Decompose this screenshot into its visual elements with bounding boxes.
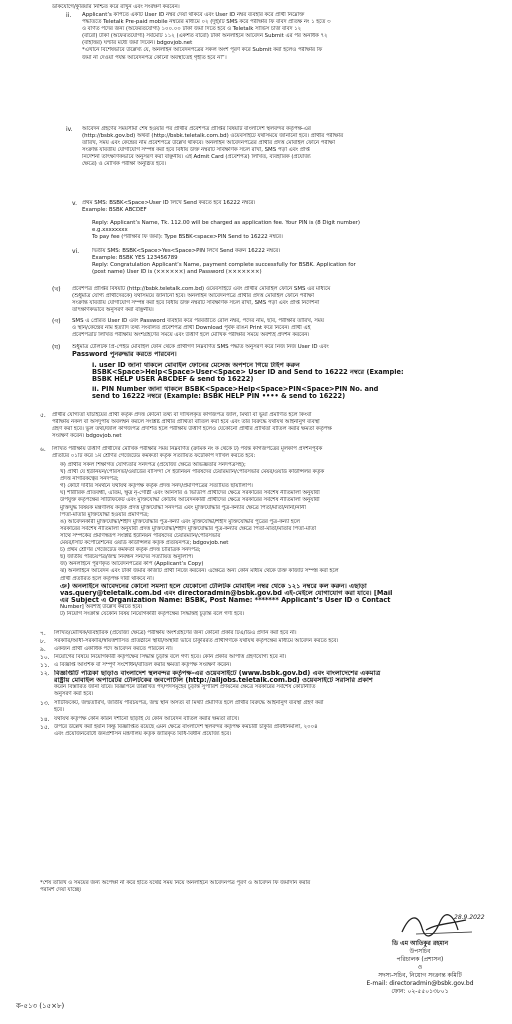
para-gha-line: শুধুমাত্র টেলিটক প্রি-পেইড মোবাইল ফোন থেকে প্রার্থীগণ নিম্নবর্ণিত SMS পদ্ধতি অনুসরণ করে নিজ নিজ User ID এবং [72, 344, 329, 350]
signature-scribble [396, 910, 496, 940]
para-6-line: লিখিত পরীক্ষায় উত্তীর্ণ প্রার্থীদের মৌখিক পরীক্ষার সময় নিম্নবর্ণিত (ক্রমিক নং ক থেকে ট) পর্যন্ত কাগজপত্রের মূলকপি প্রদর্শনপূর্বক [52, 446, 323, 452]
item-ii-line: জমা না দেওয়া পর্যন্ত আবেদনপত্র কোনো অবস্থাতেই গৃহীত হবে না”। [82, 54, 227, 61]
para-6-sub: পিতা-মাতার মুক্তিযোদ্ধা হওয়ার প্রমাণপত্র; [60, 511, 149, 518]
para-6-sub: খ) প্রার্থী যে ইউনিয়ন/পৌরসভা/ওয়ার্ডের বাসিন্দা সে ইউনিয়ন পরিষদের চেয়ারম্যান/পৌরসভার মেয়র/ওয়ার্ড কাউন্সিলর কর্তৃক [60, 469, 325, 476]
sub-i-line: BSBK HELP USER ABCDEF & send to 16222) [92, 376, 254, 384]
para-6-sub: ঞ) অনলাইনে আবেদনের কোনো সমস্যা হলে যেকোনো টেলিটক মোবাইল নম্বর থেকে ১২১ নম্বরে কল করুন। এছাড়া [60, 582, 367, 590]
list-item [40, 654, 486, 662]
para-5-marker: ৫. [40, 412, 46, 419]
list-item [40, 646, 486, 654]
item-line: একজন প্রার্থী একাধিক পদে আবেদন করতে পারবেন না। [54, 646, 173, 652]
para-6-sub: Number] অবশ্যই উল্লেখ করতে হবে। [60, 603, 143, 610]
para-6-sub: vas.query@teletalk.com.bd এবং directoradmin@bsbk.gov.bd এই-মেইলে যোগাযোগ করা যাবে। [Mail [60, 589, 393, 597]
para-6-sub: ঝ) অনলাইনে আবেদন এবং টাকা জমার কাজটি প্রার্থী নিজে করবেন। এক্ষেত্রে অন্য কোন মাধ্যম থেকে উক্ত কাজটি সম্পন্ন করা হলে [60, 568, 339, 575]
item-iv-line: ক্ষেত্রে) ও মৌখিক পরীক্ষা অনুষ্ঠিত হবে। [82, 161, 166, 168]
item-iv-line: (http://bsbk.gov.bd) অথবা (http://bsbk.teletalk.com.bd) ওয়েবসাইটে যথাসময়ে জানানো হবে। প্রার্থীর পরীক্ষার [82, 133, 344, 140]
para-kha-line: সংক্রান্ত যাবতীয় যোগাযোগ সম্পন্ন করা হবে বিধায় উক্ত নম্বরটি সার্বক্ষণিক সচল রাখা, SMS পড়া এবং প্রাপ্ত নির্দেশনা [72, 300, 320, 307]
item-line: সরকারি/আধা-সরকারি/স্বায়ত্তশাসিত প্রতিষ্ঠানে স্থায়ী/অস্থায়ী ভাবে চাকুরিরত প্রার্থীগণকে যথাযথ কর্তৃপক্ষের মাধ্যমে আবেদন করতে হবে। [54, 638, 339, 644]
signatory-name: ডি এম আতিকুর রহমান [391, 940, 449, 947]
closing-note-line: *শেষ তারিখ ও সময়ের জন্য অপেক্ষা না করে হাতে যথেষ্ট সময় নিয়ে অনলাইনে আবেদনপত্র পূরণ ও আবেদন ফি জমাদান করার [40, 880, 311, 886]
para-kha-text [72, 286, 486, 314]
sub-ii-line: send to 16222 নম্বরে (Example: BSBK HELP PIN •••• & send to 16222) [92, 393, 346, 401]
list-item [40, 700, 486, 716]
item-line: এবং প্রয়োজনবোধে জনপ্রশাসন মন্ত্রণালয় কর্তৃক জারিকৃত বিধি-বিধান প্রযোজ্য হবে। [54, 731, 232, 738]
item-v-reply-line: Reply: Applicant’s Name, Tk. 112.00 will be charged as application fee. Your PIN is (8 Digit number) [92, 220, 360, 226]
para-gha-line: Password পুনরুদ্ধার করতে পারবেন। [72, 351, 177, 359]
para-gha-sub-ii [92, 386, 486, 400]
para-5-line: পরীক্ষায় নকল বা অসদুপায় অবলম্বন করলে সংশ্লিষ্ট প্রার্থীর প্রার্থিতা বাতিল করা হবে এবং তার বিরুদ্ধে যথাযথ আইনানুগ ব্যবস্থা [52, 419, 320, 426]
item-line: যথাযথ কর্তৃপক্ষ কোন কারন দর্শানো ছাড়াই যে কোন আবেদন বাতিল করার ক্ষমতা রাখে। [54, 716, 240, 722]
para-gha-marker: (ঘ) [52, 344, 61, 351]
item-ii-marker: ii. [66, 12, 72, 19]
para-6-sub: ট) নিয়োগ সংক্রান্ত যেকোন বিষয় নিয়োগকারী কর্তৃপক্ষের সিদ্ধান্তই চূড়ান্ত বলে গণ্য হবে। [60, 610, 245, 617]
signatory-email: E-mail: directoradmin@bsbk.gov.bd [366, 980, 474, 987]
para-6-sub: এর Subject এ Organization Name: BSBK, Post Name: ******* Applicant’s User ID ও Contact [60, 596, 391, 604]
closing-note-line: পরামর্শ দেয়া যাচ্ছে। [40, 887, 82, 894]
item-ii-line: পদ্ধতিতে Teletalk Pre-paid mobile নম্বরের মাধ্যমে ০২ (দুই)টি SMS করে পরীক্ষার ফি বাবদ প্রতিক্ষ নং ১ হতে ৩ [82, 19, 331, 26]
item-line: লিখিত/মৌখিক/ব্যবহারিক (প্রযোজ্য ক্ষেত্রে) পরীক্ষায় অংশগ্রহণের জন্য কোনো প্রকার টিএ/ডিএ প্রদান করা হবে না। [54, 630, 297, 636]
closing-note [40, 880, 486, 894]
item-line: উপরে উল্লেখ করা হয়নি কিন্তু বিজ্ঞাপ্তিত রয়েছে এমন ক্ষেত্রে বাংলাদেশ স্থলবন্দর কর্তৃপক্ষ কর্মচারী চাকুরি প্রবিধানমালা, ২০০৪ [54, 724, 318, 730]
item-iv-line: আবেদন গ্রহণের সময়সীমা শেষ হওয়ার পর প্রার্থীর প্রবেশপত্র প্রাপ্তির বিষয়টি বাংলাদেশ স্থলবন্দর কর্তৃপক্ষ-এর [82, 126, 311, 132]
sub-i-line: i. user ID জানা থাকলে মোবাইল ফোনের মেসেজ অপশনে গিয়ে টাইপ করুন [92, 362, 300, 369]
para-kha-line: প্রবেশপত্র প্রাপ্তির বিষয়টি (http://bsbk.teletalk.com.bd) ওয়েবসাইটে এবং প্রার্থীর মোবাইল ফোনে SMS এর মাধ্যমে [72, 286, 331, 292]
para-ga-line: SMS এ প্রেরিত User ID এবং Password ব্যবহার করে পরবর্তীতে রোল নম্বর, পদের নাম, ছবি, পরীক্ষার তারিখ, সময় [72, 318, 324, 324]
item-line: এ বিজ্ঞপ্তি আংশিক বা সম্পূর্ণ সংশোধন/বাতিল করার ক্ষমতা কর্তৃপক্ষ সংরক্ষণ করেন। [54, 662, 232, 668]
item-v-reply-line: e.g.xxxxxxxx [92, 227, 128, 234]
item-vi-marker: vi. [72, 248, 80, 255]
item-line: সার্টিফিকেট, জন্মতারিখ, জাতীয় পরিচয়পত্র, জন্ম স্থান অসত্য বা মিথ্যা প্রমাণিত হলে প্রার্থীর বিরুদ্ধে আইনানুগ ব্যবস্থা গ্রহণ করা [54, 700, 324, 706]
item-number: ৯. [40, 646, 46, 653]
item-vi-reply-line: (post name) User ID is (××××××) and Password (×××××××) [92, 269, 262, 276]
para-gha-sub-i [92, 362, 486, 383]
para-kha-line: (শুধুমাত্র যোগ্য প্রার্থীদেরকে) যথাসময়ে জানানো হবে। অনলাইন আবেদনপত্রে প্রার্থীর প্রদত্ত মোবাইল ফোনে পরীক্ষা [72, 293, 314, 300]
signatory-designation: উপসচিব [409, 948, 431, 955]
para-6-sub: প্রার্থী প্রতারিত হলে কর্তৃপক্ষ দায়ী থাকবে না। [60, 575, 154, 582]
para-6-subitems [60, 462, 486, 618]
item-number: ১২. [40, 670, 50, 677]
list-item [40, 670, 486, 700]
list-item [40, 662, 486, 670]
footer-code: ক-৫১৩ (১৫×৮) [16, 1002, 65, 1010]
signatory-conjunction: ও [417, 964, 423, 971]
top-fragment [52, 4, 484, 11]
item-v-text [82, 200, 486, 214]
signatory-designation: সদস্য-সচিব, নিয়োগ সংক্রান্ত কমিটি [378, 972, 462, 979]
item-ii-line: (বাহাত্তর) ঘণ্টার মধ্যে জমা দিবেন। bdgovjob.net [82, 40, 193, 47]
top-fragment-text: ডাকযোগে/কুরিয়ার নিশ্চিত করে রাখুন এবং সংরক্ষণ করবেন। [52, 4, 180, 10]
para-6-sub: প্রদত্ত নাগরিকত্বের সনদপত্র; [60, 476, 119, 483]
item-number: ১৪. [40, 716, 50, 723]
para-6-sub: ঘ) শারীরিক প্রতিবন্ধী, এতিম, ক্ষুদ্র নৃ-গোষ্ঠী এবং আনসার ও ভিডিপি প্রার্থীদের ক্ষেত্রে সরকারের সর্বশেষ নীতিমালা অনুযায়ী [60, 490, 320, 497]
item-line: অনুসরণ করা হবে। [54, 691, 94, 698]
item-v-pay: To pay fee (পরীক্ষার ফি জমা): Type BSBK<space>PIN Send to 16222 নম্বরে। [92, 234, 283, 241]
item-ii-line: (বারো) টাকা (অফেরতযোগ্য) সর্বমোট ১১২ (একশত বারো) টাকা অনলাইনে আবেদন Submit এর পর অনধিক ৭২ [82, 33, 328, 40]
item-number: ১৫. [40, 724, 50, 731]
item-iv-line: তারিখ, সময় এবং কেন্দ্রের নাম প্রবেশপত্রে উল্লেখ থাকবে। অনলাইন আবেদনপত্রের প্রার্থীর প্রদত্ত মোবাইল ফোনে পরীক্ষা [82, 140, 335, 147]
item-ii-line: *এখানে বিশেষভাবে উল্লেখ্য যে, অনলাইন আবেদনপত্রের সকল অংশ পূরণ করে Submit করা হলেও পরীক্ষার ফি [82, 47, 323, 54]
list-item [40, 630, 486, 638]
item-ii-text [82, 12, 486, 62]
para-5-text [52, 412, 486, 440]
para-6-sub: চ) প্রথম শ্রেণির গেজেটেড কর্মকর্তা কর্তৃক প্রদত্ত চারিত্রিক সনদপত্র; [60, 547, 201, 554]
para-6-sub: মুক্তিযুদ্ধ বিষয়ক মন্ত্রণালয় কর্তৃক প্রদত্ত মুক্তিযোদ্ধা সনদপত্র এবং মুক্তিযোদ্ধার পুত্র-কন্যার ক্ষেত্রে পিতা/মাতা/নানা/নানী [60, 504, 306, 511]
item-number: ১১. [40, 662, 50, 669]
item-v-reply [92, 220, 486, 241]
item-number: ১৩. [40, 700, 50, 707]
item-vi-example: Example: BSBK YES 123456789 [92, 255, 178, 262]
item-line: নিয়োগের বিষয়ে নিয়োগকারী কর্তৃপক্ষের সিদ্ধান্ত চূড়ান্ত বলে গণ্য হবে। কোন প্রকার আপত্তি গ্রহণযোগ্য হবে না। [54, 654, 287, 660]
sub-ii-line: ii. PIN Number জানা থাকলে BSBK<Space>Help<Space>PIN<Space>PIN No. and [92, 386, 379, 393]
signature-date: 28.9.2022 [454, 914, 485, 921]
para-6-sub: মেয়র/সিটি কর্পোরেশনের ওয়ার্ড কাউন্সিলর কর্তৃক প্রত্যয়নপত্র; bdgovjob.net [60, 540, 229, 547]
item-iv-marker: iv. [66, 126, 73, 133]
item-ii-line: ও বর্ণিত পদের জন্য (অফেরতযোগ্য) ১০০.০০ টাকা জমা দিতে হবে ও Teletalk সার্ভিস চার্জ বাবদ ১২ [82, 26, 302, 33]
item-iv-line: সংক্রান্ত যাবতীয় যোগাযোগ সম্পন্ন করা হবে বিধায় উক্ত নম্বরটি সার্বক্ষণিক সচল রাখা, SMS পড়া এবং প্রাপ্ত [82, 147, 310, 154]
para-6-sub: সরকারের সর্বশেষ নীতিমালা অনুযায়ী প্রদত্ত মুক্তিযোদ্ধা/শহীদ মুক্তিযোদ্ধার পুত্র-কন্যার ক্ষেত্রে পিতা-মাতা/মাতার পিতা-মাতা [60, 525, 316, 532]
list-item [40, 724, 486, 740]
item-number: ৮. [40, 638, 46, 645]
item-vi-text [92, 248, 486, 276]
para-6-marker: ৬. [40, 446, 46, 453]
item-v-line: প্রথম SMS: BSBK<Space>User ID লিখে Send করতে হবে 16222 নম্বরে। [82, 200, 256, 206]
para-ga-line: প্রবেশপত্রটি লিখিত পরীক্ষায় অংশগ্রহণের সময়ে এবং উত্তীর্ণ হলে মৌখিক পরীক্ষার সময়ে অবশ্যই প্রদর্শন করবেন। [72, 332, 310, 339]
item-line: হবে। [54, 707, 64, 714]
para-6-sub: ঙ) আবেদনকারী মুক্তিযোদ্ধা/শহীদ মুক্তিযোদ্ধার পুত্র-কন্যা এবং মুক্তিযোদ্ধা/শহীদ মুক্তিযোদ্ধার পুত্রের পুত্র-কন্যা হলে [60, 518, 300, 525]
item-v-example: Example: BSBK ABCDEF [82, 207, 147, 214]
para-6-sub: উপযুক্ত কর্তৃপক্ষের সার্টিফিকেট এবং মুক্তিযোদ্ধা কোটায় আবেদনকারী প্রার্থীদের ক্ষেত্রে সরকারের সর্বশেষ নীতিমালা অনুযায়ী [60, 497, 320, 504]
item-number: ৭. [40, 630, 46, 637]
para-6-text [52, 446, 486, 460]
para-6-line: প্রতিটির ০১টি করে ১ম শ্রেণির গেজেটেড কর্মকর্তা কর্তৃক সত্যায়িত ফটোকপি দাখিল করতে হবে: [52, 453, 256, 460]
item-line: করেন বিস্তারিত জানা যাবে। বিজ্ঞাপনে উল্লিখিত পদ/পদসমূহের চূড়ান্ত সুপারিশ প্রণয়নের ক্ষেত্রে সরকারের সর্বশেষ কোটানীতি [54, 684, 316, 691]
para-5-line: প্রার্থীর যোগ্যতা যাচাইয়ের প্রার্থী কর্তৃক প্রদত্ত কোনো তথ্য বা দাখিলকৃত কাগজপত্র জাল, মিথ্যা বা ভুয়া প্রমাণিত হলে কিংবা [52, 412, 312, 418]
list-item [40, 638, 486, 646]
para-ga-text [72, 318, 486, 339]
signatory-designation: পরিচালক (প্রশাসন) [396, 956, 444, 963]
signature-block [340, 940, 500, 996]
para-6-sub: ছ) জাতীয় পরিচয়পত্র/জন্ম নিবন্ধন সনদের সত্যায়িত অনুলিপি। [60, 554, 194, 561]
para-5-line: গ্রহণ করা হবে। ভুল তথ্য/জাল কাগজপত্র প্রদর্শিত হলে পরীক্ষায় উত্তীর্ণ হলেও যেকোনো প্রার্থীর প্রার্থিতা বাতিল করার ক্ষমতা কর্তৃপক্ষ [52, 426, 332, 433]
item-line: বিজ্ঞপ্তিটি পত্রিকা ছাড়াও বাংলাদেশ স্থলবন্দর কর্তৃপক্ষ-এর ওয়েবসাইটে (www.bsbk.gov.bd) এবং বাংলাদেশের একমাত্র [54, 670, 381, 677]
numbered-list [40, 630, 486, 740]
sub-i-line: BSBK<Space>Help<Space>User<Space> User ID and Send to 16222 নম্বরে (Example: [92, 369, 404, 377]
item-iv-text [82, 126, 486, 169]
signatory-phone: ফোন: ০২-৫৫০১৩৮০১ [391, 988, 449, 995]
para-6-sub: সাথে সম্পর্কের প্রমাণস্বরূপ সংশ্লিষ্ট ইউনিয়ন পরিষদের চেয়ারম্যান/পৌরসভার [60, 532, 221, 539]
item-number: ১০. [40, 654, 50, 661]
para-gha-text [72, 344, 486, 358]
para-kha-marker: (খ) [52, 286, 61, 293]
item-vi-reply-line: Reply: Congratulation Applicant’s Name, payment complete successfully for BSBK. Application for [92, 262, 356, 269]
list-item [40, 716, 486, 724]
item-iv-line: নির্দেশনা তাৎক্ষণিকভাবে অনুসরণ করা বাঞ্ছনীয়। এই Admit Card (প্রবেশপত্র) লিখিত, ব্যবহারিক (প্রযোজ্য [82, 154, 311, 161]
para-ga-line: ও স্থান/কেন্দ্রের নাম ইত্যাদি তথ্য সংবলিত প্রবেশপত্র প্রার্থী Download পূর্বক রঙিন Print করে নিবেন। প্রার্থী এই [72, 325, 311, 332]
para-kha-line: তাৎক্ষণিকভাবে অনুসরণ করা বাঞ্ছনীয়। [72, 307, 154, 314]
item-v-marker: v. [72, 200, 77, 207]
item-ii-line: Applicant’s কপিতে একটি User ID নম্বর দেয়া থাকবে এবং User ID নম্বর ব্যবহার করে প্রার্থী নিম্নোক্ত [82, 12, 305, 18]
para-ga-marker: (গ) [52, 318, 61, 325]
item-vi-line: দ্বিতীয় SMS: BSBK<Space>Yes<Space>PIN লিখে Send করুন 16222 নম্বরে। [92, 248, 281, 254]
item-line: রাষ্ট্রীয় মোবাইল অপারেটর টেলিটকের জবপোর্টাল (http://alljobs.teletalk.com.bd) ওয়েবসাইটে সরাসরি প্রকাশ [54, 677, 373, 685]
para-6-sub: ক) প্রার্থীর সকল শিক্ষাগত যোগ্যতার সনদপত্র (প্রযোজ্য ক্ষেত্রে অভিজ্ঞতার সনদপত্রসহ); [60, 462, 246, 468]
para-5-line: সংরক্ষণ করেন। bdgovjob.net [52, 433, 122, 440]
para-6-sub: গ) কোটা দাবীর সমর্থনে যথাযথ কর্তৃপক্ষ কর্তৃক প্রদত্ত সনদ/প্রমাণপত্রের সত্যায়িত ছায়ালিপি। [60, 483, 253, 490]
para-6-sub: জ) অনলাইনে পূরণকৃত আবেদনপত্রের কপি (Applicant’s Copy) [60, 561, 204, 568]
